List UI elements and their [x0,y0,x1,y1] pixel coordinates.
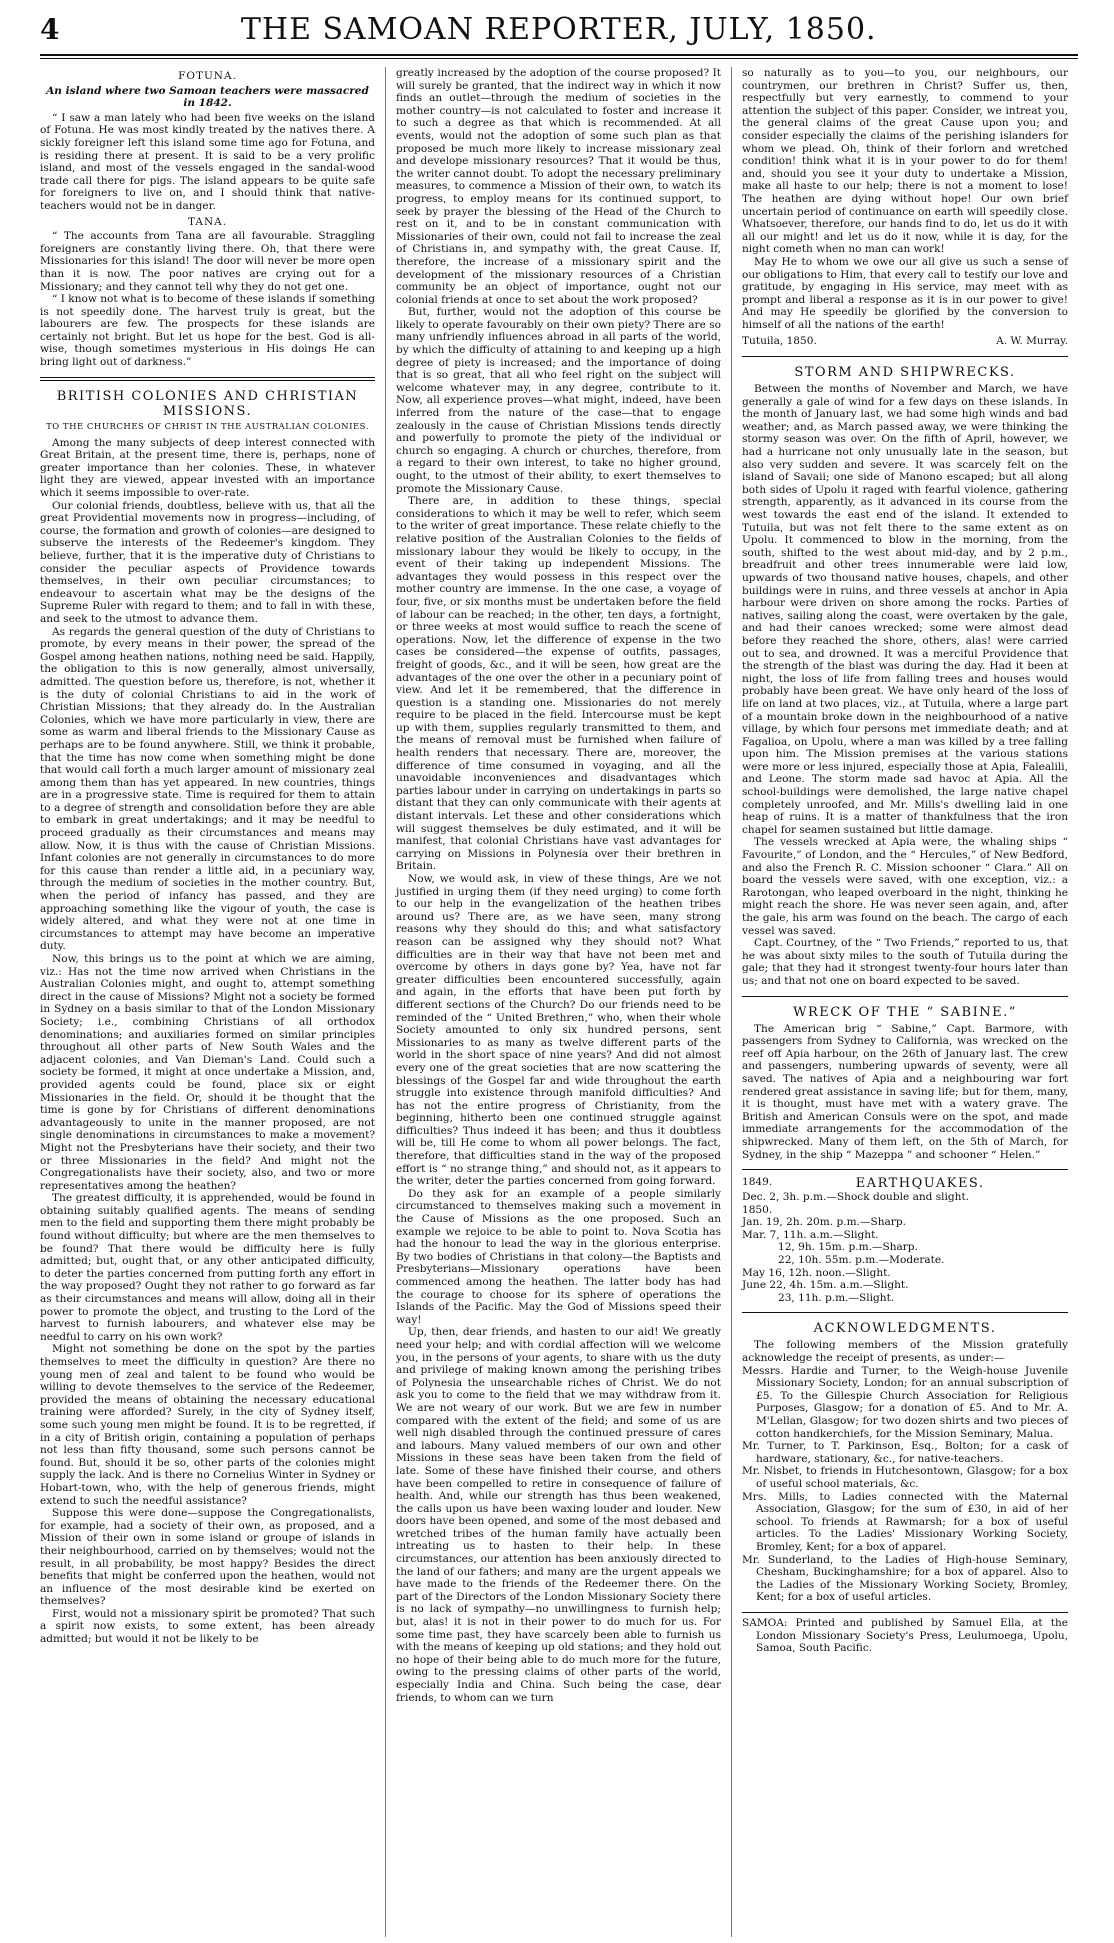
bcm-paragraph-3: As regards the general question of the duty of Christians to promote, by every means in their power, the spread of the Gospel among heathen nations, nothing need be said. Happily, the obligation to this is now generally, almost universally, admitted. The question before us, therefore, is not, whether it is the duty of colonial Christians to aid in the work of Christian Missions; that they already do. In the Australian Colonies, which we have more particularly in view, there are some as warm and liberal friends to the Missionary Cause as perhaps are to be found anywhere. Still, we think it probable, that the time has now come when something might be done that would call forth a much larger amount of missionary zeal among them than has yet appeared. In new countries, things are in a progressive state. Time is required for them to attain to a degree of strength and consolidation before they are able to embark in great undertakings; and it may be needful to proceed gradually as their circumstances and means may allow. Now, it is thus with the cause of Christian Missions. Infant colonies are not generally in circumstances to do more for this cause than render a little aid, in a pecuniary way, through the medium of societies in the mother country. But, when the period of infancy has passed, and they are approaching something like the vigour of youth, the case is widely altered, and what they were not at one time in circumstances to attempt may have become an imperative duty. [40,625,375,953]
bcm-paragraph-4: Now, this brings us to the point at which we are aiming, viz.: Has not the time now arrived when Christians in the Australian Colonies might, and ought to, attempt something direct in the cause of Missions? Might not a society be formed in Sydney on a basis similar to that of the London Missionary Society; i.e., combining Christians of all orthodox denominations; and auxiliaries formed on similar principles throughout all other parts of New South Wales and the adjacent colonies, and Van Dieman's Land. Could such a society be formed, it might at once undertake a Mission, and, provided agents could be found, place six or eight Missionaries in the field. Or, should it be thought that the time is gone by for Christians of different denominations advantageously to unite in the manner proposed, are not single denominations in circumstances to make a movement? Might not the Presbyterians have their society, and their two or three Missionaries in the field? And might not the Congregationalists have their society, also, and two or more representatives among the heathen? [40,953,375,1192]
divider [742,1312,1068,1313]
divider [742,996,1068,997]
wreck-paragraph: The American brig “ Sabine,” Capt. Barmore, with passengers from Sydney to California, was wrecked on the reef off Apia harbour, on the 26th of January last. The crew and passengers, numbering upwards of seventy, were all saved. The natives of Apia and a neighbouring war fort rendered great assistance in saving life; but for them, many, it is thought, must have met with a watery grave. The British and American Consuls were on the spot, and made immediate arrangements for the accommodation of the shipwrecked. Many of them left, on the 5th of March, for Sydney, in the ship “ Mazeppa ” and schooner “ Helen.” [742,1022,1068,1161]
fotuna-heading: FOTUNA. [178,70,237,82]
column-2 [386,67,732,1937]
bcm-paragraph-5: The greatest difficulty, it is apprehended, would be found in obtaining suitably qualified agents. The means of sending men to the field and supporting them there might probably be found without difficulty; but where are the men themselves to be found? That there would be difficulty here is fully admitted; but, ought that, or any other anticipated difficulty, to deter the parties concerned from putting forth any effort in the way proposed? Ought they not rather to go forward as far as their circumstances and means will allow, doing all in their power to promote the object, and trusting to the Lord of the harvest to furnish labourers, and whatever else may be needful to carry on his own work? [40,1192,375,1343]
fotuna-subtitle: An island where two Samoan teachers were massacred in 1842. [46,84,369,110]
col2-paragraph-2: But, further, would not the adoption of this course be likely to operate favourably on their own piety? There are so many unfriendly influences abroad in all parts of the world, by which the difficulty of attaining to and keeping up a high degree of piety is increased; and the importance of doing that is so great, that all who feel right on the subject will welcome whatever may, in any degree, contribute to it. Now, all experience proves—what might, indeed, have been inferred from the nature of the case—that to engage zealously in the cause of Christian Missions tends directly and powerfully to promote the piety of the individual or church so engaging. A church or churches, therefore, from a regard to their own interest, to take no higher ground, ought, to the utmost of their ability, to exert themselves to promote the Missionary Cause. [396,306,721,495]
divider [40,380,375,381]
divider [742,1612,1068,1613]
ack-heading: ACKNOWLEDGMENTS. [813,1321,997,1337]
tana-paragraph-2: “ I know not what is to become of these islands if something is not speedily done. The harvest truly is great, but the labourers are few. The prospects for these islands are certainly not bright. But let us hope for the best. God is all-wise, though sometimes mysterious in His doings He can bring light out of darkness.” [40,293,375,369]
bcm-paragraph-2: Our colonial friends, doubtless, believe with us, that all the great Providential movements now in progress—including, of course, the formation and growth of colonies—are designed to subserve the interests of the Redeemer's kingdom. They believe, further, that it is the imperative duty of Christians to consider the peculiar aspects of Providence towards themselves, in their own peculiar circumstances; to endeavour to ascertain what may be the designs of the Supreme Ruler with regard to them; and to fall in with these, and seek to the utmost to advance them. [40,499,375,625]
earthquake-entry: Dec. 2, 3h. p.m.—Shock double and slight. [742,1191,970,1204]
signoff-name: A. W. Murray. [996,335,1068,348]
masthead [40,12,1078,56]
storm-paragraph-1: Between the months of November and March, we have generally a gale of wind for a few days on these islands. In the month of January last, we had some high winds and bad weather; and, as March passed away, we were thinking the stormy season was over. On the fifth of April, however, we had a hurricane not only unusually late in the season, but also very sudden and severe. It was scarcely felt on the island of Savaii; one side of Manono escaped; but all along both sides of Upolu it raged with fearful violence, gathering strength, apparently, as it advanced in its course from the west towards the east end of the island. It extended to Tutuila, but was not felt there to the same extent as on Upolu. It commenced to blow in the morning, from the south, shifted to the west about mid-day, and by 2 p.m., breadfruit and other trees innumerable were laid low, upwards of two thousand native houses, chapels, and other buildings were in ruins, and three vessels at anchor in Apia harbour were driven on shore among the rocks. Parties of natives, sailing along the coast, were overtaken by the gale, and had their canoes wrecked; some were almost dead before they reached the shore, others, alas! were carried out to sea, and drowned. It was a merciful Providence that the strength of the blast was during the day. Had it been at night, the loss of life from falling trees and houses would probably have been great. We have only heard of the loss of life on land at two places, viz., at Tutuila, where a large part of a mountain broke down in the neighbourhood of a native village, by which four persons met immediate death; and at Fagalioa, on Upolu, where a man was killed by a tree falling upon him. The Mission premises at the various stations were more or less injured, especially those at Apia, Falealili, and Leone. The storm made sad havoc at Apia. All the school-buildings were demolished, the large native chapel completely unroofed, and Mr. Mills's dwelling laid in one heap of ruins. It is a matter of thankfulness that the iron chapel for seamen sustained but little damage. [742,383,1068,836]
bcm-heading: BRITISH COLONIES AND CHRISTIAN MISSIONS. [56,388,359,419]
ack-item: Messrs. Hardie and Turner, to the Weigh-house Juvenile Missionary Society, London; for an annual subscription of £5. To the Gillespie Church Association for Religious Purposes, Glasgow; for a donation of £5. And to Mr. A. M'Lellan, Glasgow; for two dozen shirts and two pieces of cotton handkerchiefs, for the Mission Seminary, Malua. [742,1364,1068,1440]
col2-paragraph-5: Do they ask for an example of a people similarly circumstanced to themselves making such a movement in the Cause of Missions as the one proposed. Such an example we rejoice to be able to point to. Nova Scotia has had the honour to lead the way in the glorious enterprise. By two bodies of Christians in that colony—the Baptists and Presbyterians—Missionary operations have been commenced among the heathen. The latter body has had the courage to choose for its sphere of operations the Islands of the Pacific. May the God of Missions speed their way! [396,1187,721,1326]
col2-paragraph-3: There are, in addition to these things, special considerations to which it may be well to refer, which seem to the writer of great importance. These relate chiefly to the relative position of the Australian Colonies to the fields of missionary labour they would be likely to occupy, in the event of their taking up independent Missions. The advantages they would possess in this respect over the mother country are immense. In the one case, a voyage of four, five, or six months must be undertaken before the field of labour can be reached; in the other, ten days, a fortnight, or three weeks at most would suffice to reach the scene of operations. Now, let the difference of expense in the two cases be considered—the expense of outfits, passages, freight of goods, &c., and it will be seen, how great are the advantages of the one over the other in a pecuniary point of view. And let it be remembered, that the difference in question is a standing one. Missionaries do not merely require to be placed in the field. Intercourse must be kept up with them, supplies regularly transmitted to them, and the means of removal must be furnished when failure of health renders that necessary. There are, moreover, the difference of time consumed in voyaging, and all the unavoidable inconveniences and disadvantages which parties labour under in carrying on undertakings in parts so distant that they can only communicate with their agents at distant intervals. Let these and other considerations which will suggest themselves be duly estimated, and it will be manifest, that colonial Christians have vast advantages for carrying on Missions in Polynesia over their brethren in Britain. [396,495,721,873]
imprint: SAMOA: Printed and published by Samuel Ella, at the London Missionary Society's Press, Leulumoega, Upolu, Samoa, South Pacific. [742,1616,1068,1655]
divider [742,356,1068,357]
bcm-paragraph-8: First, would not a missionary spirit be promoted? That such a spirit now exists, to some extent, has been already admitted; but would it not be likely to be [40,1607,375,1646]
tana-heading: TANA. [187,215,228,228]
earthquake-entry: 1850. [742,1203,773,1216]
earthquake-entry: Mar. 7, 11h. a.m.—Slight. [742,1228,879,1241]
earthquakes-header [742,1176,1068,1191]
earthquake-entry: 12, 9h. 15m. p.m.—Sharp. [778,1241,918,1254]
divider [40,377,375,378]
column-1 [40,67,386,1937]
running-title: THE SAMOAN REPORTER, JULY, 1850. [240,12,877,47]
earthquake-list [742,1191,1068,1304]
columns [40,67,1078,1937]
col2-paragraph-6: Up, then, dear friends, and hasten to our aid! We greatly need your help; and with cordial affection will we welcome you, in the persons of your agents, to share with us the duty and privilege of making known among the perishing tribes of Polynesia the unsearchable riches of Christ. We do not ask you to come to the field that we may withdraw from it. We are not weary of our work. But we are few in number compared with the extent of the field; and some of us are well nigh disabled through the continued pressure of cares and labours. Many valued members of our own and other Missions in these seas have been taken from the field of late. Some of these have finished their course, and others have been compelled to retire in consequence of failure of health. And, while our strength has thus been weakened, the calls upon us have been waxing louder and louder. New doors have been opened, and some of the most debased and wretched tribes of the human family have actually been intreating us to hasten to their help. In these circumstances, our attention has been anxiously directed to the land of our fathers; and many are the urgent appeals we have made to the friends of the Redeemer there. On the part of the Directors of the London Missionary Society there is no lack of sympathy—no unwillingness to furnish help; but, alas! it is not in their power to do much for us. For some time past, they have scarcely been able to furnish us with the means of keeping up old stations; and they hold out no hope of their being able to do much more for the future, owing to the pressing claims of other parts of the world, especially India and China. Such being the case, dear friends, to whom can we turn [396,1326,721,1704]
col3-paragraph-1: so naturally as to you—to you, our neighbours, our countrymen, our brethren in Christ? Suffer us, then, respectfully but very earnestly, to commend to your attention the subject of this paper. Consider, we intreat you, the general claims of the great Cause upon you; and consider especially the claims of the perishing islanders for whom we plead. Oh, think of their forlorn and wretched condition! think what it is in your power to do for them! and, should you see it your duty to undertake a Mission, make all haste to our help; there is not a moment to lose! The heathen are dying without hope! Our own brief uncertain period of continuance on earth will speedily close. Whatsoever, therefore, our hands find to do, let us do it with all our might! and let us do it now, while it is day, for the night cometh when no man can work! [742,67,1068,256]
tana-paragraph-1: “ The accounts from Tana are all favourable. Straggling foreigners are constantly living there. Oh, that there were Missionaries for this island! The door will never be more open than it is now. The poor natives are crying out for a Missionary; and they cannot tell why they do not get one. [40,230,375,293]
column-3 [732,67,1078,1937]
divider [742,1169,1068,1170]
bcm-paragraph-7: Suppose this were done—suppose the Congregationalists, for example, had a society of their own, as proposed, and a Mission of their own in some island or groupe of islands in their neighbourhood, carried on by themselves; would not the result, in all probability, be most happy? Besides the direct benefits that might be conferred upon the heathen, would not an influence of the most desirable kind be exerted on themselves? [40,1507,375,1608]
ack-item: Mr. Turner, to T. Parkinson, Esq., Bolton; for a cask of hardware, stationary, &c., for native-teachers. [742,1440,1068,1465]
earthquake-entry: 23, 11h. p.m.—Slight. [778,1291,895,1304]
col3-paragraph-2: May He to whom we owe our all give us such a sense of our obligations to Him, that every call to testify our love and gratitude, by engaging in His service, may meet with as prompt and liberal a response as it is in our power to give! And may He speedily be glorified by the conversion to himself of all the nations of the earth! [742,255,1068,331]
earthquake-entry: June 22, 4h. 15m. a.m.—Slight. [742,1279,909,1292]
storm-paragraph-2: The vessels wrecked at Apia were, the whaling ships “ Favourite,” of London, and the “ Hercules,” of New Bedford, and also the French R. C. Mission schooner “ Clara.” All on board the vessels were saved, with one exception, viz.: a Rarotongan, who leaped overboard in the night, thinking he might reach the shore. He was never seen again, and, after the gale, his arm was found on the beach. The cargo of each vessel was saved. [742,836,1068,937]
earthquake-entry: May 16, 12h. noon.—Slight. [742,1266,891,1279]
signoff [742,335,1068,348]
storm-paragraph-3: Capt. Courtney, of the “ Two Friends,” reported to us, that he was about sixty miles to the south of Tutuila during the gale; that they had it strongest twenty-four hours later than us; and that not one on board expected to be saved. [742,937,1068,987]
masthead-rule [40,58,1078,59]
ack-item: Mr. Nisbet, to friends in Hutchesontown, Glasgow; for a box of useful school materials, &c. [742,1465,1068,1490]
fotuna-paragraph: “ I saw a man lately who had been five weeks on the island of Fotuna. He was most kindly treated by the natives there. A sickly foreigner left this island some time ago for Fotuna, and is residing there at present. It is said to be a very prolific island, and most of the vessels engaged in the sandal-wood trade call there for pigs. The island appears to be quite safe for foreigners to live on, and I should think that native-teachers would not be in danger. [40,111,375,212]
col2-paragraph-4: Now, we would ask, in view of these things, Are we not justified in urging them (if they need urging) to come forth to our help in the evangelization of the heathen tribes around us? There are, as we have seen, many strong reasons why they should do this; and what satisfactory reason can be assigned why they should not? What difficulties are in their way that have not been met and overcome by others in days gone by? Yea, have not far greater difficulties been encountered successfully, again and again, in the efforts that have been put forth by different sections of the Church? Do our friends need to be reminded of the “ United Brethren,” who, when their whole Society amounted to only six hundred persons, sent Missionaries to as many as twelve different parts of the world in the short space of nine years? And did not almost every one of the great societies that are now scattering the blessings of the Gospel far and wide throughout the earth struggle into existence through manifold difficulties? And has not the entire progress of Christianity, from the beginning, hitherto been one continued struggle against difficulties? Thus indeed it has been; and thus it doubtless will be, till He come to whom all power belongs. The fact, therefore, that difficulties stand in the way of the proposed effort is “ no strange thing,” and should not, as it appears to the writer, deter the parties concerned from going forward. [396,873,721,1188]
bcm-paragraph-1: Among the many subjects of deep interest connected with Great Britain, at the present time, there is, perhaps, none of greater importance than her colonies. These, in whatever light they are viewed, appear invested with an importance which it seems impossible to over-rate. [40,436,375,500]
ack-item: Mrs. Mills, to Ladies connected with the Maternal Association, Glasgow; for the sum of £30, in aid of her school. To friends at Rawmarsh; for a box of useful articles. To the Ladies' Missionary Working Society, Bromley, Kent; for a box of apparel. [742,1490,1068,1553]
ack-item: Mr. Sunderland, to the Ladies of High-house Seminary, Chesham, Buckinghamshire; for a box of apparel. Also to the Ladies of the Missionary Working Society, Bromley, Kent; for a box of useful articles. [742,1553,1068,1604]
earthquake-entry: 22, 10h. 55m. p.m.—Moderate. [778,1254,945,1267]
ack-intro: The following members of the Mission gratefully acknowledge the receipt of presents, as under:— [742,1339,1068,1365]
col2-paragraph-1: greatly increased by the adoption of the course proposed? It will surely be granted, that the indirect way in which it now finds an outlet—through the medium of societies in the mother country—is not calculated to foster and increase it to such a degree as that which is recommended. At all events, would not the adoption of some such plan as that proposed be much more likely to increase missionary zeal and develope missionary resources? That it would be thus, the writer cannot doubt. To adopt the necessary preliminary measures, to commence a Mission of their own, to watch its progress, to employ means for its continued support, to seek by prayer the blessing of the Head of the Church to rest on it, and to be in constant communication with Missionaries of their own, could not fail to increase the zeal of Christians in, and sympathy with, the great Cause. If, therefore, the increase of a missionary spirit and the development of the missionary resources of a Christian community be an object of importance, ought not our colonial friends at once to set about the work proposed? [396,67,721,306]
earthquakes-heading: EARTHQUAKES. [855,1176,985,1192]
storm-heading: STORM AND SHIPWRECKS. [794,365,1016,381]
signoff-place: Tutuila, 1850. [742,335,817,348]
earthquakes-year: 1849. [742,1176,773,1189]
bcm-paragraph-6: Might not something be done on the spot by the parties themselves to meet the difficulty in question? Are there no young men of zeal and talent to be found who would be willing to devote themselves to the service of the Redeemer, provided the means of obtaining the necessary educational training were afforded? Surely, in the city of Sydney itself, some such young men might be found. It is to be regretted, if in a city of British origin, containing a population of perhaps not less than fifty thousand, some such persons cannot be found. But, should it be so, other parts of the colonies might supply the lack. And is there no Cornelius Winter in Sydney or Hobart-town, who, with the help of generous friends, might extend to such the needful assistance? [40,1343,375,1507]
page-number: 4 [40,13,60,46]
wreck-heading: WRECK OF THE “ SABINE.” [793,1004,1017,1020]
earthquake-entry: Jan. 19, 2h. 20m. p.m.—Sharp. [742,1216,906,1229]
bcm-subheading: TO THE CHURCHES OF CHRIST IN THE AUSTRALIAN COLONIES. [46,421,369,432]
